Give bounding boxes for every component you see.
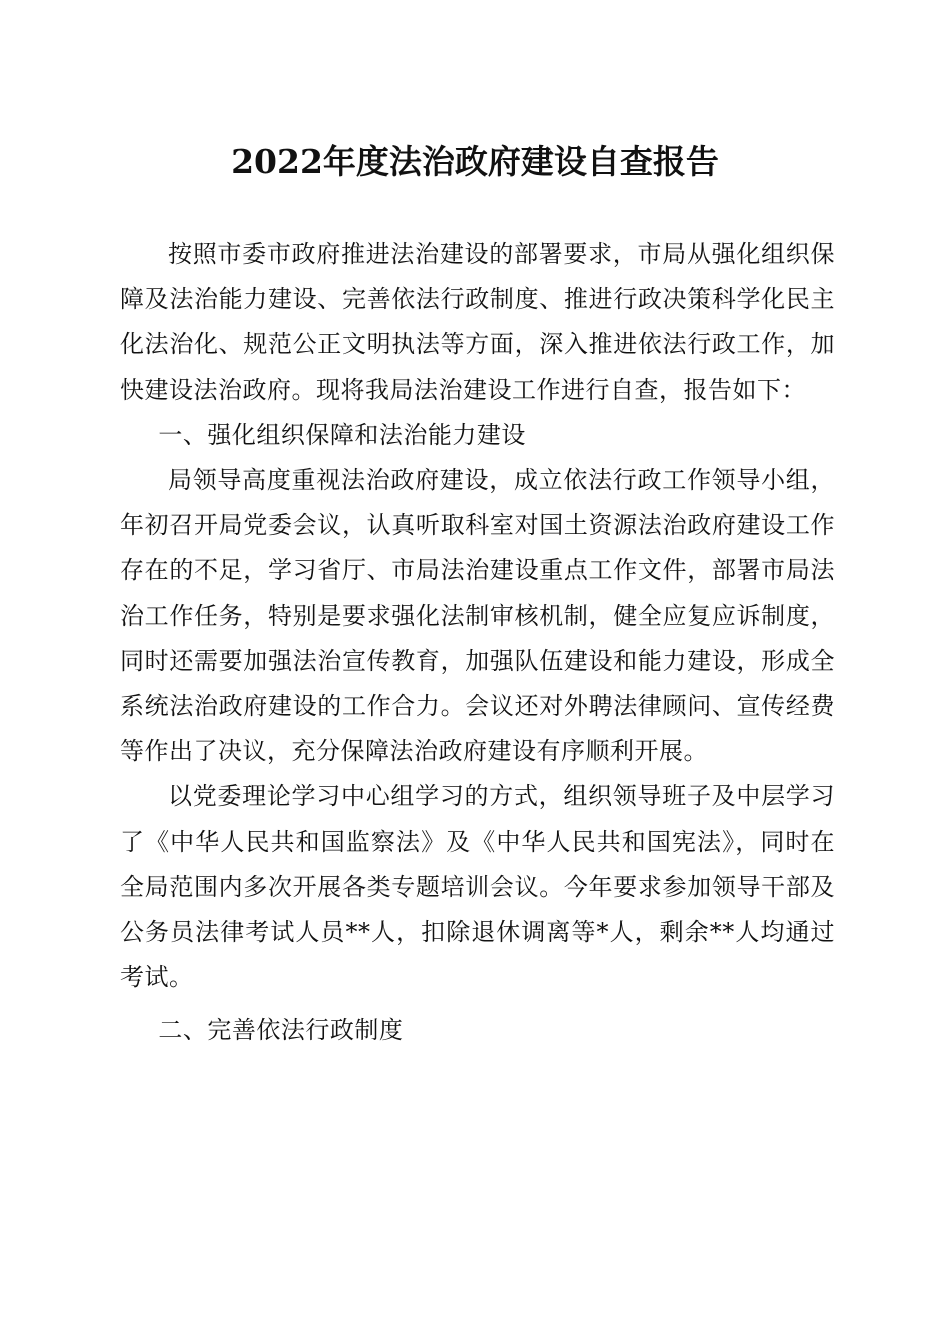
- intro-paragraph: 按照市委市政府推进法治建设的部署要求，市局从强化组织保障及法治能力建设、完善依法行政制度、推进行政决策科学化民主化法治化、规范公正文明执法等方面，深入推进依法行政工作，加快建设法治政府。现将我局法治建设工作进行自查，报告如下：: [120, 240, 835, 404]
- section-heading-2: 二、完善依法行政制度: [158, 1016, 404, 1045]
- section1-paragraph-2: 以党委理论学习中心组学习的方式，组织领导班子及中层学习了《中华人民共和国监察法》及《中华人民共和国宪法》，同时在全局范围内多次开展各类专题培训会议。今年要求参加领导干部及公务员法律考试人员**人，扣除退休调离等*人，剩余**人均通过考试。: [120, 782, 835, 992]
- section-heading-1: 一、强化组织保障和法治能力建设: [158, 420, 526, 449]
- document-title: 2022年度法治政府建设自查报告: [231, 142, 719, 181]
- section1-paragraph-1: 局领导高度重视法治政府建设，成立依法行政工作领导小组，年初召开局党委会议，认真听取科室对国土资源法治政府建设工作存在的不足，学习省厅、市局法治建设重点工作文件，部署市局法治工作任务，特别是要求强化法制审核机制，健全应复应诉制度，同时还需要加强法治宣传教育，加强队伍建设和能力建设，形成全系统法治政府建设的工作合力。会议还对外聘法律顾问、宣传经费等作出了决议，充分保障法治政府建设有序顺利开展。: [120, 466, 835, 766]
- document-body: [120, 232, 835, 1054]
